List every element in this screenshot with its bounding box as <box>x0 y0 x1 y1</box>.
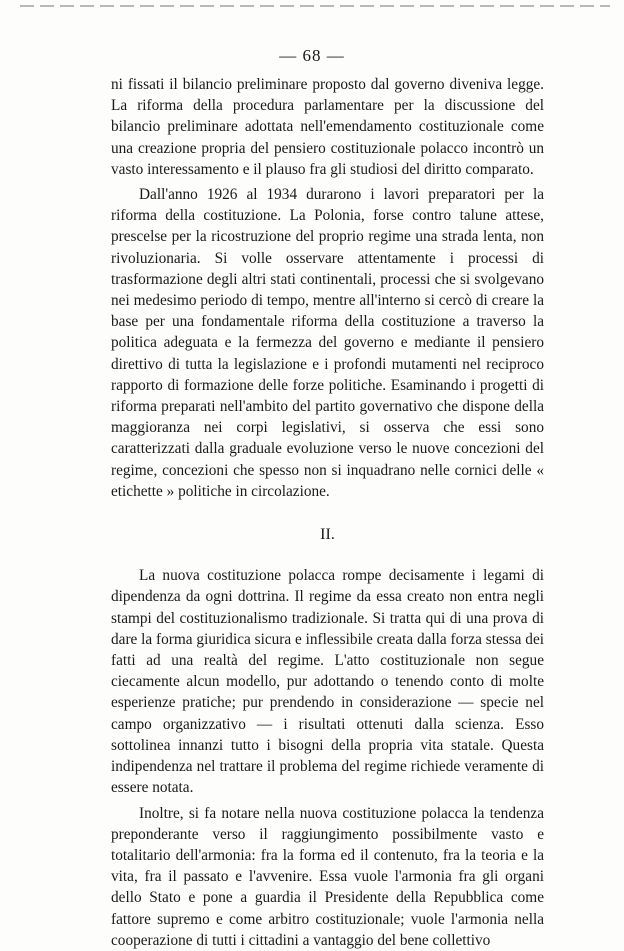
page-number: — 68 — <box>279 46 345 65</box>
section-heading: II. <box>320 526 335 544</box>
scan-edge-line <box>20 5 610 7</box>
paragraph-2: Dall'anno 1926 al 1934 durarono i lavori preparatori per la riforma della costituzione. La Polonia, forse contro talune attese, prescelse per la ricostruzione del proprio regime una strada lenta, non rivoluzionaria. Si volle osservare attentamente i processi di trasformazione degli altri stati continentali, processi che si svolgevano nei medesimo periodo di tempo, mentre all'interno si cercò di creare la base per una fondamentale riforma della costituzione a traverso la politica adeguata e la fermezza del governo e mediante il pensiero direttivo di tutta la legislazione e i profondi mutamenti nel reciproco rapporto di formazione delle forze politiche. Esaminando i progetti di riforma preparati nell'ambito del partito governativo che dispone della maggioranza nei corpi legislativi, si osserva che essi sono caratterizzati dalla graduale evoluzione verso le nuove concezioni del regime, concezioni che spesso non si inquadrano nelle cornici delle « etichette » politiche in circolazione. <box>111 186 544 500</box>
paragraph-1: ni fissati il bilancio preliminare proposto dal governo diveniva legge. La riforma della procedura parlamentare per la discussione del bilancio preliminare adottata nell'emendamento costituzionale come una creazione propria del pensiero costituzionale polacco incontrò un vasto interessamento e il plauso fra gli studiosi del diritto comparato. <box>111 76 544 178</box>
paragraph-4: Inoltre, si fa notare nella nuova costituzione polacca la tendenza preponderante verso il raggiungimento possibilmente vasto e totalitario dell'armonia: fra la forma ed il contenuto, fra la teoria e la vita, fra il passato e l'avvenire. Essa vuole l'armonia fra gli organi dello Stato e pone a guardia il Presidente della Repubblica come fattore supremo e come arbitro costituzionale; vuole l'armonia nella cooperazione di tutti i cittadini a vantaggio del bene collettivo <box>111 804 544 949</box>
paragraph-3: La nuova costituzione polacca rompe decisamente i legami di dipendenza da ogni dottrina. Il regime da essa creato non entra negli stampi del costituzionalismo tradizionale. Si tratta qui di una prova di dare la forma giuridica sicura e inflessibile creata dalla forza stessa dei fatti ad una realtà del regime. L'atto costituzionale non segue ciecamente alcun modello, pur adottando o tenendo conto di molte esperienze pratiche; pur prendendo in considerazione — specie nel campo organizzativo — i risultati ottenuti dalla scienza. Esso sottolinea innanzi tutto i bisogni della propria vita statale. Questa indipendenza nel trattare il problema del regime richiede veramente di essere notata. <box>111 567 544 797</box>
page-body <box>111 74 544 951</box>
